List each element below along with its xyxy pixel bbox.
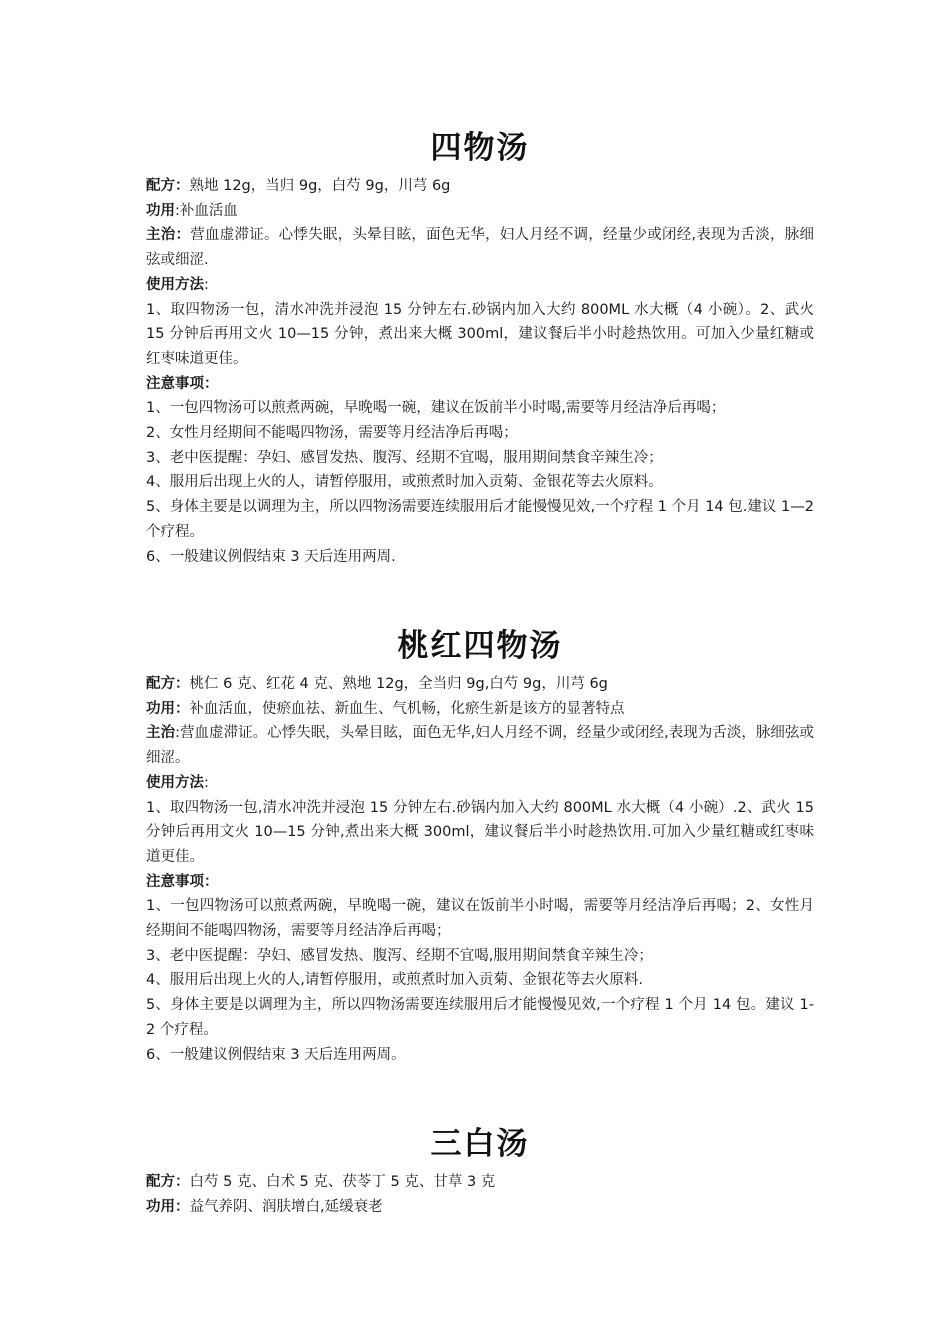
note-item: 2、女性月经期间不能喝四物汤，需要等月经洁净后再喝； <box>146 425 518 442</box>
indication-line <box>146 223 814 272</box>
recipe-section-siwu <box>146 128 814 569</box>
effect-text: :补血活血 <box>175 202 238 219</box>
note-item: 4、服用后出现上火的人，请暂停服用，或煎煮时加入贡菊、金银花等去火原料。 <box>146 474 663 491</box>
notes-label: 注意事项： <box>146 375 219 392</box>
formula-line <box>146 174 814 199</box>
formula-label: 配方： <box>146 1174 190 1190</box>
note-item: 6、一般建议例假结束 3 天后连用两周. <box>146 548 396 565</box>
formula-line <box>146 672 814 697</box>
usage-colon: : <box>204 276 209 293</box>
formula-label: 配方： <box>146 178 190 194</box>
note-item: 3、老中医提醒：孕妇、感冒发热、腹泻、经期不宜喝,服用期间禁食辛辣生冷； <box>146 947 653 964</box>
recipe-title: 桃红四物汤 <box>397 628 563 664</box>
usage-label: 使用方法 <box>146 774 204 791</box>
indication-label: 主治 <box>146 725 176 742</box>
effect-label: 功用： <box>146 700 190 717</box>
note-item: 5、身体主要是以调理为主，所以四物汤需要连续服用后才能慢慢见效,一个疗程 1 个月 14 包.建议 1—2 个疗程。 <box>146 499 814 540</box>
note-item: 4、服用后出现上火的人,请暂停服用，或煎煮时加入贡菊、金银花等去火原料. <box>146 972 643 989</box>
note-item: 3、老中医提醒：孕妇、感冒发热、腹泻、经期不宜喝，服用期间禁食辛辣生冷； <box>146 449 663 466</box>
effect-text: 补血活血，使瘀血祛、新血生、气机畅，化瘀生新是该方的显著特点 <box>189 700 625 717</box>
recipe-section-taohong-siwu <box>146 626 814 1067</box>
formula-text: 白芍 5 克、白术 5 克、茯苓丁 5 克、甘草 3 克 <box>189 1174 496 1190</box>
formula-line <box>146 1170 814 1195</box>
indication-line <box>146 721 814 770</box>
usage-text: 1、取四物汤一包,清水冲洗并浸泡 15 分钟左右.砂锅内加入大约 800ML 水大概（4 小碗）.2、武火 15 分钟后再用文火 10—15 分钟,煮出来大概 300ml，建议餐后半小时趁热饮用.可加入少量红糖或红枣味道更佳。 <box>146 799 814 865</box>
formula-text: 桃仁 6 克、红花 4 克、熟地 12g，全当归 9g,白芍 9g，川芎 6g <box>189 676 608 692</box>
effect-line <box>146 697 814 722</box>
indication-text: :营血虚滞证。心悸失眠，头晕目眩，面色无华,妇人月经不调，经量少或闭经,表现为舌淡，脉细弦或细涩。 <box>146 725 814 767</box>
formula-text: 熟地 12g，当归 9g，白芍 9g，川芎 6g <box>189 178 451 194</box>
effect-line <box>146 199 814 224</box>
recipe-title: 三白汤 <box>430 1126 530 1162</box>
effect-label: 功用 <box>146 202 175 219</box>
effect-text: 益气养阴、润肤增白,延缓衰老 <box>189 1198 383 1215</box>
note-item: 1、一包四物汤可以煎煮两碗，早晚喝一碗，建议在饭前半小时喝,需要等月经洁净后再喝； <box>146 400 726 417</box>
usage-colon: : <box>204 774 209 791</box>
usage-heading <box>146 771 814 796</box>
indication-text: 营血虚滞证。心悸失眠，头晕目眩，面色无华，妇人月经不调，经量少或闭经,表现为舌淡，脉细弦或细涩. <box>146 227 815 269</box>
note-item: 1、一包四物汤可以煎煮两碗，早晚喝一碗，建议在饭前半小时喝，需要等月经洁净后再喝；2、女性月经期间不能喝四物汤，需要等月经洁净后再喝； <box>146 898 814 940</box>
indication-label: 主治： <box>146 227 191 244</box>
recipe-section-sanbai <box>146 1124 814 1219</box>
usage-heading <box>146 273 814 298</box>
usage-label: 使用方法 <box>146 276 204 293</box>
formula-label: 配方： <box>146 676 190 692</box>
effect-line <box>146 1195 814 1220</box>
note-item: 5、身体主要是以调理为主，所以四物汤需要连续服用后才能慢慢见效,一个疗程 1 个月 14 包。建议 1-2 个疗程。 <box>146 997 814 1038</box>
recipe-title: 四物汤 <box>430 130 530 166</box>
note-item: 6、一般建议例假结束 3 天后连用两周。 <box>146 1046 406 1063</box>
effect-label: 功用： <box>146 1198 190 1215</box>
usage-text: 1、取四物汤一包，清水冲洗并浸泡 15 分钟左右.砂锅内加入大约 800ML 水大概（4 小碗）。2、武火 15 分钟后再用文火 10—15 分钟，煮出来大概 300ml，建议餐后半小时趁热饮用。可加入少量红糖或红枣味道更佳。 <box>146 301 814 367</box>
notes-label: 注意事项： <box>146 873 219 890</box>
